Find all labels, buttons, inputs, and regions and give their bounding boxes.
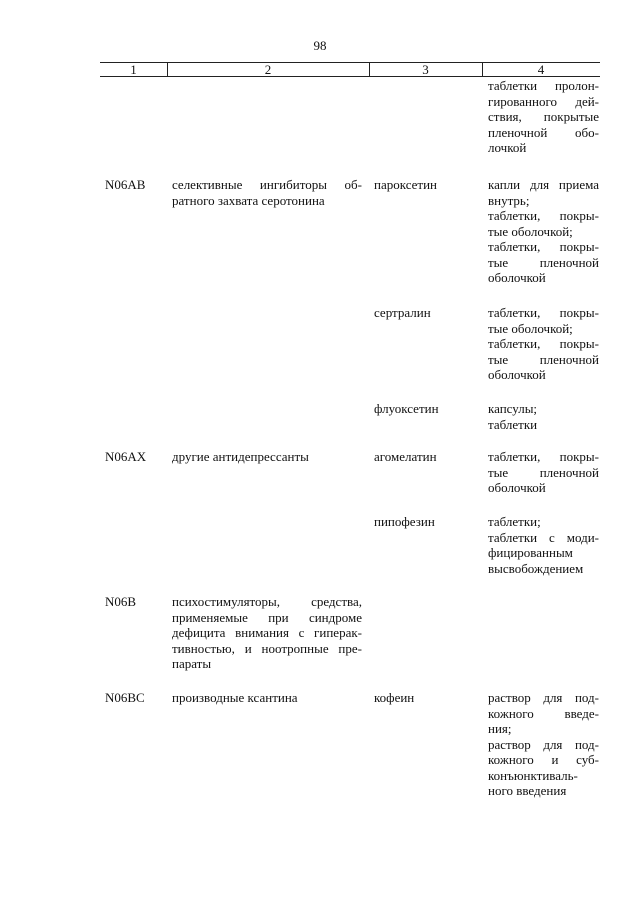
form-line: таблетки; xyxy=(488,514,541,529)
form-line: оболочкой xyxy=(488,480,546,495)
dosage-form-cell xyxy=(488,690,599,799)
form-line: таблетки, покры- xyxy=(488,208,599,223)
dosage-form-cell xyxy=(488,305,599,383)
form-line: капли для приема xyxy=(488,177,599,192)
drug-name: сертралин xyxy=(374,305,431,320)
group-line: применяемые при синдроме xyxy=(172,609,362,625)
form-line: тые пленочной xyxy=(488,464,599,480)
form-line: тые оболочкой; xyxy=(488,320,573,336)
group-line: тивностью, и ноотропные пре- xyxy=(172,640,362,656)
form-line: тые пленочной xyxy=(488,351,599,367)
form-line: раствор для под- xyxy=(488,690,599,705)
drug-name: флуоксетин xyxy=(374,401,439,416)
column-number: 1 xyxy=(130,62,137,77)
drug-name: агомелатин xyxy=(374,449,437,464)
atc-code: N06BC xyxy=(105,690,145,705)
column-number: 3 xyxy=(422,62,429,77)
form-line: таблетки, покры- xyxy=(488,239,599,254)
form-line: гированного дей- xyxy=(488,93,599,109)
form-line: раствор для под- xyxy=(488,736,599,752)
drug-name: пипофезин xyxy=(374,514,435,529)
group-line: селективные ингибиторы об- xyxy=(172,177,362,192)
group-name-cell xyxy=(172,594,362,672)
dosage-form-cell xyxy=(488,514,599,576)
form-line: таблетки, покры- xyxy=(488,305,599,320)
form-line: пленочной обо- xyxy=(488,124,599,140)
group-line: другие антидепрессанты xyxy=(172,449,309,464)
form-line: ствия, покрытые xyxy=(488,109,599,124)
group-line: психостимуляторы, средства, xyxy=(172,594,362,609)
dosage-form-cell xyxy=(488,449,599,496)
form-line: таблетки xyxy=(488,416,538,432)
continuation-form-cell xyxy=(488,78,599,156)
form-line: лочкой xyxy=(488,140,527,155)
form-line: таблетки, покры- xyxy=(488,336,599,351)
drug-name: пароксетин xyxy=(374,177,438,192)
form-line: кожного введе- xyxy=(488,705,599,721)
form-line: кожного и суб- xyxy=(488,752,599,767)
form-line: ния; xyxy=(488,721,512,736)
form-line: внутрь; xyxy=(488,192,530,208)
form-line: таблетки пролон- xyxy=(488,78,599,93)
column-number: 4 xyxy=(537,62,545,77)
dosage-form-cell xyxy=(488,177,599,286)
atc-code: N06AB xyxy=(105,177,146,192)
group-name-cell xyxy=(172,449,362,465)
atc-code: N06AX xyxy=(105,449,147,464)
group-line: производные ксантина xyxy=(172,690,298,705)
group-name-cell xyxy=(172,177,362,208)
column-number: 2 xyxy=(264,62,272,77)
form-line: тые пленочной xyxy=(488,254,599,270)
group-name-cell xyxy=(172,690,362,706)
atc-code: N06B xyxy=(105,594,137,609)
form-line: высвобождением xyxy=(488,560,584,576)
form-line: оболочкой xyxy=(488,367,546,382)
form-line: тые оболочкой; xyxy=(488,223,573,239)
drug-name: кофеин xyxy=(374,690,415,705)
form-line: ного введения xyxy=(488,783,567,798)
form-line: таблетки, покры- xyxy=(488,449,599,464)
dosage-form-cell xyxy=(488,401,599,432)
form-line: фицированным xyxy=(488,545,573,560)
page-number: 98 xyxy=(313,38,327,53)
group-line: параты xyxy=(172,656,212,671)
form-line: оболочкой xyxy=(488,270,546,285)
group-line: ратного захвата серотонина xyxy=(172,192,325,208)
form-line: конъюнктиваль- xyxy=(488,767,578,783)
form-line: таблетки с моди- xyxy=(488,529,599,545)
form-line: капсулы; xyxy=(488,401,538,416)
group-line: дефицита внимания с гиперак- xyxy=(172,625,362,640)
